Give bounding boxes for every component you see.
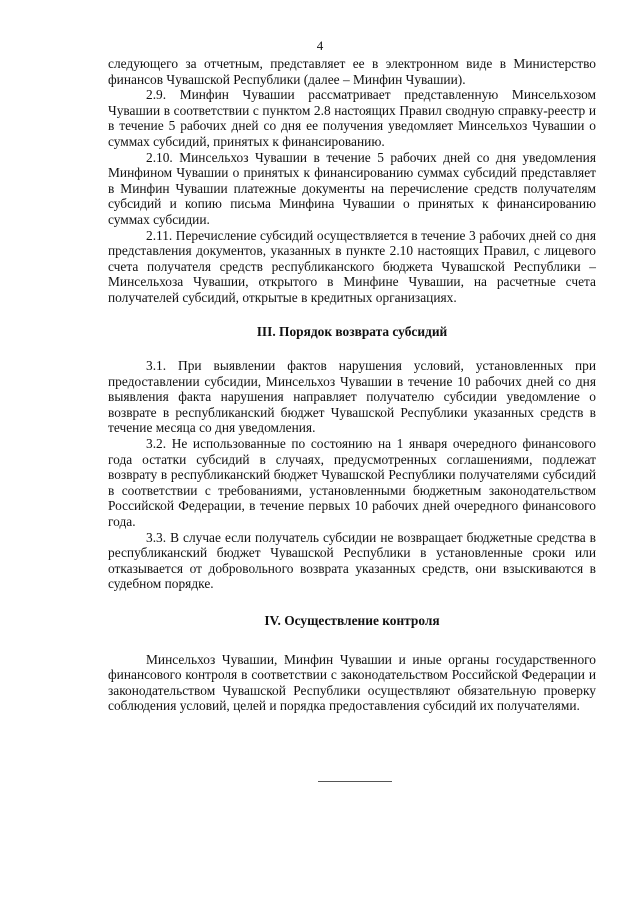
closing-divider [318,781,392,782]
paragraph-3-3: 3.3. В случае если получатель субсидии не возвращает бюджетные средства в республиканский бюджет Чувашской Республики в установленные сроки или отказывается от добровольного возврата указанных средств, они взыскиваются в судебном порядке. [108,529,596,592]
paragraph-3-2: 3.2. Не использованные по состоянию на 1 января очередного финансового года остатки субсидий в случаях, предусмотренных соглашениями, подлежат возврату в республиканский бюджет Чувашской Республики получателями субсидий в соответствии с требованиями, установленными бюджетным законодательством Российской Федерации, в течение первых 10 рабочих дней очередного финансового года. [108,436,596,530]
paragraph-3-1: 3.1. При выявлении фактов нарушения условий, установленных при предоставлении субсидии, Минсельхоз Чувашии в течение 10 рабочих дней со дня выявления факта нарушения направляет получателю субсидии уведомление о возврате в республиканский бюджет Чувашской Республики указанных средств в течение месяца со дня уведомления. [108,358,596,436]
paragraph-4-1: Минсельхоз Чувашии, Минфин Чувашии и иные органы государственного финансового контроля в соответствии с законодательством Российской Федерации и законодательством Чувашской Республики осуществляют обязательную проверку соблюдения условий, целей и порядка предоставления субсидий их получателями. [108,651,596,714]
document-body [108,56,596,714]
paragraph-2-11: 2.11. Перечисление субсидий осуществляется в течение 3 рабочих дней со дня представления документов, указанных в пункте 2.10 настоящих Правил, с лицевого счета получателя средств республиканского бюджета Чувашской Республики – Минсельхоза Чувашии, открытого в Минфине Чувашии, на расчетные счета получателей субсидий, открытые в кредитных организациях. [108,227,596,305]
paragraph-2-9: 2.9. Минфин Чувашии рассматривает представленную Минсельхозом Чувашии в соответствии с пунктом 2.8 настоящих Правил сводную справку-реестр и в течение 5 рабочих дней со дня ее получения уведомляет Минсельхоз Чувашии о суммах субсидий, принятых к финансированию. [108,87,596,149]
paragraph-2-10: 2.10. Минсельхоз Чувашии в течение 5 рабочих дней со дня уведомления Минфином Чувашии о принятых к финансированию суммах субсидий представляет в Минфин Чувашии платежные документы на перечисление средств получателям субсидий и копию письма Минфина Чувашии о принятых к финансированию суммах субсидии. [108,149,596,227]
section-3-heading: III. Порядок возврата субсидий [256,323,448,339]
paragraph-continuation: следующего за отчетным, представляет ее в электронном виде в Министерство финансов Чувашской Республики (далее – Минфин Чувашии). [108,56,596,87]
section-4-heading: IV. Осуществление контроля [264,613,440,628]
page-number: 4 [316,38,324,53]
